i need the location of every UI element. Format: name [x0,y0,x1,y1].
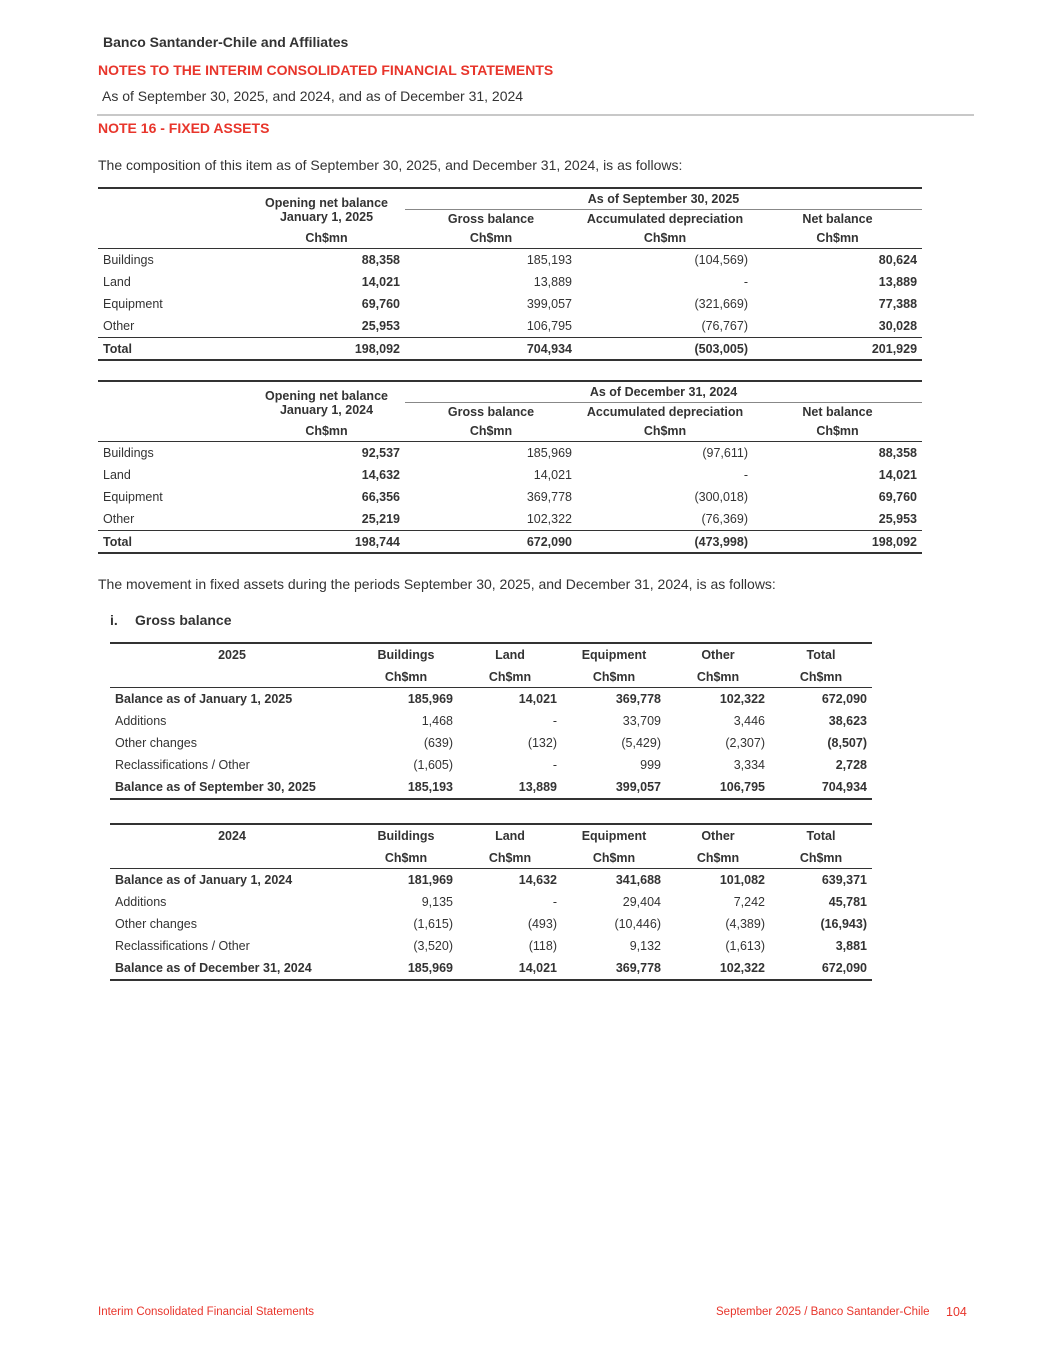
unit-header: Ch$mn [354,847,458,869]
unit-header: Ch$mn [458,847,562,869]
year-header: 2025 [218,648,246,662]
total-header: Total [806,829,836,843]
opening-cell: 198,744 [248,531,405,554]
group-header: As of December 31, 2024 [405,381,922,403]
unit-header: Ch$mn [405,421,577,442]
land-cell: (118) [528,939,557,953]
row-label: Other [103,512,135,526]
buildings-cell: (1,605) [413,758,453,772]
other-cell: 7,242 [733,895,765,909]
other-cell: 102,322 [666,957,770,980]
row-label: Equipment [103,490,163,504]
accum-cell: (503,005) [577,338,753,361]
gross-cell: 185,969 [526,446,572,460]
group-header: As of September 30, 2025 [405,188,922,210]
buildings-header: Buildings [377,648,435,662]
equipment-header: Equipment [581,648,647,662]
unit-header: Ch$mn [354,666,458,688]
row-label: Buildings [103,446,154,460]
opening-header [248,188,405,228]
row-label: Total [98,531,248,554]
other-header: Other [701,829,735,843]
table-row [98,293,922,315]
gross-cell: 369,778 [526,490,572,504]
blank-header [98,381,248,403]
equipment-cell: 29,404 [622,895,661,909]
total-row [98,531,922,554]
equipment-header: Equipment [581,829,647,843]
gross-header: Gross balance [447,212,535,226]
gross-cell: 13,889 [533,275,572,289]
table-row [98,464,922,486]
opening-cell: 92,537 [361,446,400,460]
opening-cell: 198,092 [248,338,405,361]
equipment-cell: 369,778 [562,957,666,980]
equipment-cell: 9,132 [629,939,661,953]
blank-header [110,847,354,869]
unit-header: Ch$mn [666,666,770,688]
table-row [110,732,872,754]
land-cell: 14,021 [458,957,562,980]
land-cell: 13,889 [458,776,562,799]
row-label: Reclassifications / Other [115,939,250,953]
row-label: Land [103,468,131,482]
table-row [110,891,872,913]
gross-cell: 106,795 [526,319,572,333]
accum-cell: (76,767) [701,319,748,333]
total-cell: (16,943) [820,917,867,931]
table-row [110,935,872,957]
unit-header: Ch$mn [666,847,770,869]
header-divider [97,114,974,116]
other-cell: 101,082 [719,873,765,887]
land-cell: - [552,895,557,909]
gross-cell: 185,193 [526,253,572,267]
buildings-cell: 185,969 [354,957,458,980]
movement-table-2025 [110,642,872,800]
blank-header [98,210,248,229]
table-row [110,710,872,732]
buildings-cell: 9,135 [421,895,453,909]
accum-cell: (97,611) [702,446,748,460]
table-row [98,271,922,293]
unit-header: Ch$mn [753,421,922,442]
accum-cell: (300,018) [694,490,748,504]
opening-cell: 25,219 [361,512,400,526]
total-row [98,338,922,361]
equipment-cell: 399,057 [562,776,666,799]
equipment-cell: (10,446) [614,917,661,931]
land-cell: (493) [527,917,557,931]
accum-cell: (473,998) [577,531,753,554]
total-cell: 38,623 [828,714,867,728]
unit-header: Ch$mn [770,847,872,869]
row-label: Reclassifications / Other [115,758,250,772]
net-cell: 25,953 [878,512,917,526]
blank-header [110,666,354,688]
gross-cell: 399,057 [526,297,572,311]
unit-header: Ch$mn [248,421,405,442]
row-label: Balance as of December 31, 2024 [110,957,354,980]
page-number: 104 [946,1305,967,1319]
movement-intro: The movement in fixed assets during the periods September 30, 2025, and December 31, 2024, is as follows: [98,576,776,592]
accum-cell: - [743,275,748,289]
composition-intro: The composition of this item as of September 30, 2025, and December 31, 2024, is as follows: [98,157,683,173]
opening-cell: 88,358 [361,253,400,267]
table-row [110,688,872,711]
total-cell: 704,934 [770,776,872,799]
unit-header: Ch$mn [562,666,666,688]
net-cell: 198,092 [753,531,922,554]
land-header: Land [495,648,525,662]
buildings-cell: 1,468 [421,714,453,728]
gross-cell: 704,934 [405,338,577,361]
accum-cell: (104,569) [694,253,748,267]
other-cell: (4,389) [725,917,765,931]
composition-table-2024 [98,380,922,554]
buildings-header: Buildings [377,829,435,843]
opening-date: January 1, 2025 [279,210,374,224]
net-header: Net balance [802,405,873,419]
table-row [110,869,872,892]
movement-table-2024 [110,823,872,981]
net-cell: 13,889 [878,275,918,289]
net-cell: 88,358 [878,446,917,460]
land-cell: - [552,714,557,728]
gross-cell: 672,090 [405,531,577,554]
total-cell: 672,090 [821,692,867,706]
opening-header [248,381,405,421]
other-cell: (2,307) [725,736,765,750]
total-cell: (8,507) [827,736,867,750]
table-row [98,249,922,272]
total-cell: 45,781 [828,895,867,909]
other-header: Other [701,648,735,662]
row-label: Buildings [103,253,154,267]
table-row [98,442,922,465]
row-label: Balance as of January 1, 2025 [115,692,293,706]
buildings-cell: 181,969 [407,873,453,887]
net-cell: 14,021 [878,468,917,482]
as-of-date: As of September 30, 2025, and 2024, and as of December 31, 2024 [102,88,524,104]
row-label: Other changes [115,917,197,931]
net-cell: 80,624 [878,253,918,267]
gross-balance-heading [110,612,232,628]
row-label: Land [103,275,131,289]
note-title: NOTE 16 - FIXED ASSETS [98,120,270,136]
opening-cell: 14,632 [361,468,400,482]
blank-header [98,228,248,249]
table-row [110,776,872,799]
table-row [98,315,922,338]
total-cell: 672,090 [770,957,872,980]
unit-header: Ch$mn [458,666,562,688]
net-cell: 69,760 [878,490,917,504]
row-label: Balance as of January 1, 2024 [115,873,293,887]
equipment-cell: 999 [640,758,661,772]
blank-header [98,403,248,422]
row-label: Additions [115,895,167,909]
blank-header [98,188,248,210]
unit-header: Ch$mn [577,228,753,249]
buildings-cell: 185,969 [407,692,453,706]
unit-header: Ch$mn [753,228,922,249]
accum-cell: - [743,468,748,482]
footer-period: September 2025 / Banco Santander-Chile [716,1306,930,1318]
buildings-cell: (1,615) [413,917,453,931]
table-row [110,957,872,980]
row-label: Other changes [115,736,197,750]
unit-header: Ch$mn [577,421,753,442]
land-cell: (132) [527,736,557,750]
table-row [110,754,872,776]
opening-cell: 14,021 [361,275,400,289]
land-header: Land [495,829,525,843]
footer-title: Interim Consolidated Financial Statements [98,1306,315,1318]
equipment-cell: (5,429) [621,736,661,750]
accum-cell: (76,369) [701,512,748,526]
sub-title: Gross balance [135,612,232,628]
table-row [98,508,922,531]
land-cell: - [552,758,557,772]
land-cell: 14,021 [518,692,557,706]
company-name: Banco Santander-Chile and Affiliates [103,34,349,50]
unit-header: Ch$mn [770,666,872,688]
year-header: 2024 [218,829,246,843]
opening-cell: 66,356 [361,490,400,504]
composition-table-2025 [98,187,922,361]
land-cell: 14,632 [518,873,557,887]
opening-cell: 25,953 [361,319,400,333]
row-label: Total [98,338,248,361]
opening-cell: 69,760 [361,297,400,311]
other-cell: 106,795 [666,776,770,799]
equipment-cell: 369,778 [615,692,661,706]
unit-header: Ch$mn [562,847,666,869]
buildings-cell: (3,520) [413,939,453,953]
other-cell: (1,613) [725,939,765,953]
other-cell: 3,446 [733,714,765,728]
net-cell: 201,929 [753,338,922,361]
net-cell: 77,388 [878,297,918,311]
equipment-cell: 341,688 [615,873,661,887]
gross-cell: 102,322 [526,512,572,526]
notes-title: NOTES TO THE INTERIM CONSOLIDATED FINANCIAL STATEMENTS [98,62,554,78]
total-cell: 3,881 [835,939,867,953]
opening-date: January 1, 2024 [279,403,374,417]
opening-label: Opening net balance [265,389,388,403]
gross-header: Gross balance [447,405,535,419]
row-label: Additions [115,714,167,728]
buildings-cell: 185,193 [354,776,458,799]
opening-label: Opening net balance [265,196,388,210]
accum-header: Accumulated depreciation [586,405,744,419]
net-cell: 30,028 [878,319,918,333]
row-label: Other [103,319,135,333]
total-header: Total [806,648,836,662]
table-row [98,486,922,508]
row-label: Equipment [103,297,163,311]
total-cell: 639,371 [821,873,867,887]
unit-header: Ch$mn [405,228,577,249]
net-header: Net balance [802,212,873,226]
gross-cell: 14,021 [533,468,572,482]
blank-header [98,421,248,442]
other-cell: 102,322 [719,692,765,706]
equipment-cell: 33,709 [622,714,661,728]
unit-header: Ch$mn [248,228,405,249]
other-cell: 3,334 [733,758,765,772]
accum-header: Accumulated depreciation [586,212,744,226]
roman-numeral: i. [110,612,118,628]
accum-cell: (321,669) [694,297,748,311]
total-cell: 2,728 [835,758,867,772]
buildings-cell: (639) [423,736,453,750]
table-row [110,913,872,935]
row-label: Balance as of September 30, 2025 [110,776,354,799]
